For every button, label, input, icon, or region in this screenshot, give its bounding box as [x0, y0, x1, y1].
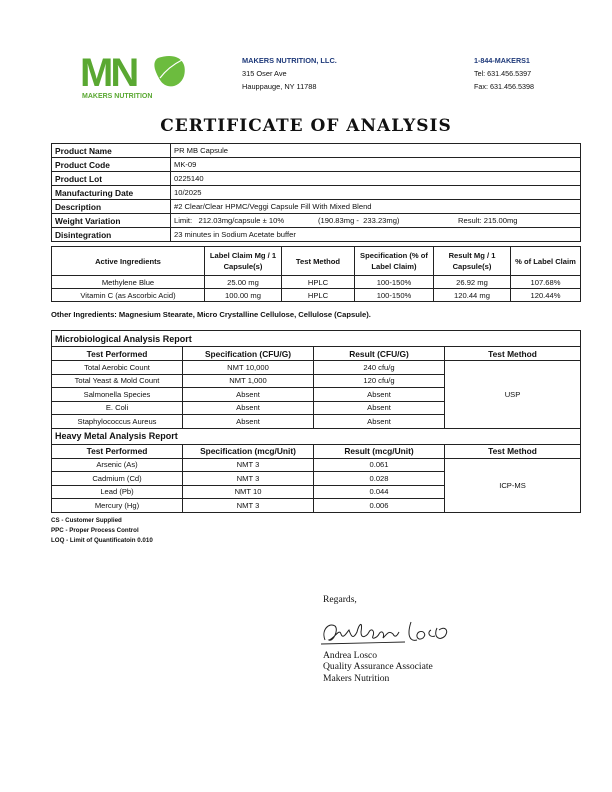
cell: 0.061	[314, 458, 445, 472]
table-row	[52, 144, 581, 158]
weight-result: Result: 215.00mg	[458, 216, 518, 225]
regards-text: Regards,	[323, 594, 357, 605]
active-ingredients-table	[51, 246, 581, 302]
address-line-1: 315 Oser Ave	[242, 69, 287, 78]
column-header: Active Ingredients	[52, 247, 205, 276]
cell: Methylene Blue	[52, 276, 205, 289]
cell: NMT 10	[183, 485, 314, 499]
table-row	[52, 361, 581, 375]
other-ingredients: Other Ingredients: Magnesium Stearate, Micro Crystalline Cellulose, Cellulose (Capsule).	[51, 310, 371, 319]
signer-company: Makers Nutrition	[323, 672, 390, 684]
cell: Absent	[183, 388, 314, 402]
weight-limit: Limit: 212.03mg/capsule ± 10%	[174, 216, 285, 225]
column-header: % of Label Claim	[511, 247, 581, 276]
disintegration: 23 minutes in Sodium Acetate buffer	[171, 228, 581, 242]
section-header-row	[52, 428, 581, 444]
label: Description	[52, 200, 171, 214]
weight-range: (190.83mg - 233.23mg)	[318, 216, 400, 225]
product-lot: 0225140	[171, 172, 581, 186]
signer-position: Quality Assurance Associate	[323, 661, 433, 672]
cell: Mercury (Hg)	[52, 499, 183, 513]
table-row	[52, 289, 581, 302]
micro-section-title: Microbiological Analysis Report	[52, 331, 581, 347]
address-line-2: Hauppauge, NY 11788	[242, 82, 317, 91]
header-row	[52, 444, 581, 458]
description: #2 Clear/Clear HPMC/Veggi Capsule Fill With Mixed Blend	[171, 200, 581, 214]
cell: Absent	[314, 415, 445, 429]
svg-text:MAKERS NUTRITION: MAKERS NUTRITION	[82, 93, 153, 100]
note: LOQ - Limit of Quantificatoin 0.010	[51, 537, 153, 544]
cell: Arsenic (As)	[52, 458, 183, 472]
cell: 120.44 mg	[434, 289, 511, 302]
column-header: Result (CFU/G)	[314, 347, 445, 361]
table-row	[52, 214, 581, 228]
weight-variation	[171, 214, 581, 228]
column-header: Test Method	[282, 247, 355, 276]
cell: 107.68%	[511, 276, 581, 289]
cell: HPLC	[282, 289, 355, 302]
micro-test-method: USP	[445, 361, 581, 429]
company-name: MAKERS NUTRITION, LLC.	[242, 56, 337, 65]
metal-section-title: Heavy Metal Analysis Report	[52, 428, 581, 444]
company-address	[242, 54, 337, 93]
cell: 100.00 mg	[205, 289, 282, 302]
metal-test-method: ICP-MS	[445, 458, 581, 512]
cell: Vitamin C (as Ascorbic Acid)	[52, 289, 205, 302]
cell: NMT 3	[183, 458, 314, 472]
header-row	[52, 347, 581, 361]
table-row	[52, 186, 581, 200]
column-header: Test Method	[445, 347, 581, 361]
cell: 0.028	[314, 472, 445, 486]
label: Weight Variation	[52, 214, 171, 228]
label: Product Code	[52, 158, 171, 172]
column-header: Test Performed	[52, 347, 183, 361]
cell: HPLC	[282, 276, 355, 289]
column-header: Test Performed	[52, 444, 183, 458]
note: CS - Customer Supplied	[51, 517, 122, 524]
cell: 0.044	[314, 485, 445, 499]
cell: Total Yeast & Mold Count	[52, 374, 183, 388]
column-header: Specification (CFU/G)	[183, 347, 314, 361]
label: Manufacturing Date	[52, 186, 171, 200]
svg-text:MN: MN	[80, 51, 137, 95]
cell: NMT 10,000	[183, 361, 314, 375]
handwritten-signature	[319, 614, 459, 648]
document-title: CERTIFICATE OF ANALYSIS	[160, 116, 452, 136]
cell: Absent	[314, 388, 445, 402]
cell: 0.006	[314, 499, 445, 513]
column-header: Specification (% of Label Claim)	[355, 247, 434, 276]
column-header: Test Method	[445, 444, 581, 458]
table-row	[52, 458, 581, 472]
cell: NMT 3	[183, 499, 314, 513]
cell: 240 cfu/g	[314, 361, 445, 375]
mfg-date: 10/2025	[171, 186, 581, 200]
cell: Staphylococcus Aureus	[52, 415, 183, 429]
cell: Salmonella Species	[52, 388, 183, 402]
analysis-table	[51, 330, 581, 513]
cell: 26.92 mg	[434, 276, 511, 289]
note: PPC - Proper Process Control	[51, 527, 139, 534]
cell: Absent	[314, 401, 445, 415]
cell: NMT 1,000	[183, 374, 314, 388]
company-contact	[474, 54, 534, 93]
column-header: Result (mcg/Unit)	[314, 444, 445, 458]
company-logo	[80, 50, 190, 102]
signer-name: Andrea Losco	[323, 649, 378, 661]
cell: Absent	[183, 415, 314, 429]
header-row	[52, 247, 581, 276]
cell: Cadmium (Cd)	[52, 472, 183, 486]
column-header: Result Mg / 1 Capsule(s)	[434, 247, 511, 276]
table-row	[52, 200, 581, 214]
table-row	[52, 158, 581, 172]
product-code: MK-09	[171, 158, 581, 172]
cell: Absent	[183, 401, 314, 415]
label: Product Name	[52, 144, 171, 158]
table-row	[52, 228, 581, 242]
cell: Lead (Pb)	[52, 485, 183, 499]
cell: Total Aerobic Count	[52, 361, 183, 375]
notes	[51, 516, 153, 546]
phone-fax: Fax: 631.456.5398	[474, 82, 534, 91]
cell: 120 cfu/g	[314, 374, 445, 388]
label: Disintegration	[52, 228, 171, 242]
cell: E. Coli	[52, 401, 183, 415]
cell: 25.00 mg	[205, 276, 282, 289]
column-header: Label Claim Mg / 1 Capsule(s)	[205, 247, 282, 276]
table-row	[52, 276, 581, 289]
cell: 120.44%	[511, 289, 581, 302]
product-name: PR MB Capsule	[171, 144, 581, 158]
phone-tel: Tel: 631.456.5397	[474, 69, 532, 78]
column-header: Specification (mcg/Unit)	[183, 444, 314, 458]
label: Product Lot	[52, 172, 171, 186]
section-header-row	[52, 331, 581, 347]
signature-block	[323, 594, 459, 684]
phone-main: 1-844-MAKERS1	[474, 56, 530, 65]
cell: 100-150%	[355, 276, 434, 289]
cell: NMT 3	[183, 472, 314, 486]
cell: 100-150%	[355, 289, 434, 302]
product-info-table	[51, 143, 581, 242]
table-row	[52, 172, 581, 186]
